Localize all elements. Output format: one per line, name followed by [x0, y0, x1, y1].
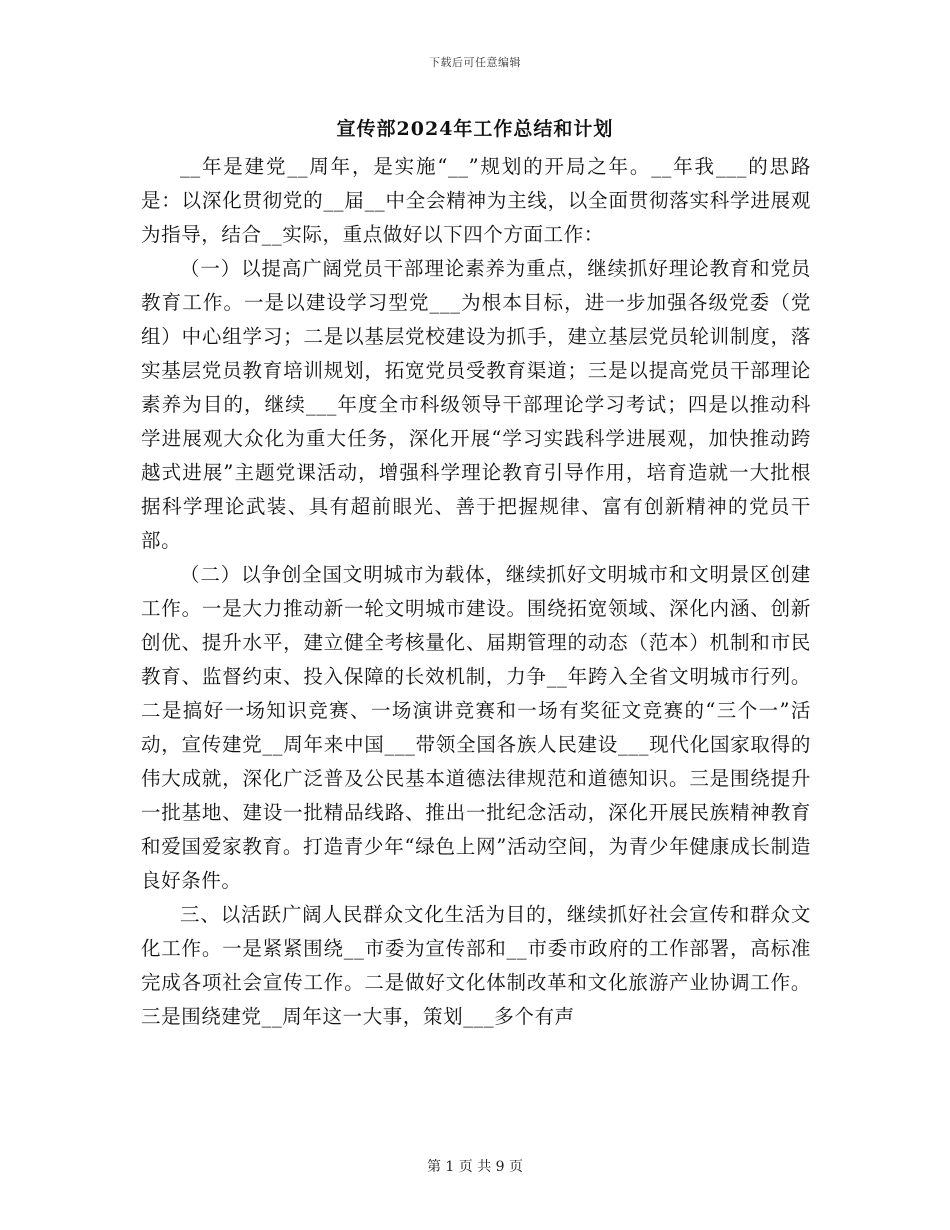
paragraph-intro: __年是建党__周年，是实施“__”规划的开局之年。__年我___的思路是：以深化贯彻党的__届__中全会精神为主线，以全面贯彻落实科学进展观为指导，结合__实际，重点做好以下四个方面工作：: [141, 155, 811, 246]
page-header-note: 下载后可任意编辑: [429, 56, 521, 69]
paragraph-section-1: （一）以提高广阔党员干部理论素养为重点，继续抓好理论教育和党员教育工作。一是以建设学习型党___为根本目标，进一步加强各级党委（党组）中心组学习；二是以基层党校建设为抓手，建立基层党员轮训制度，落实基层党员教育培训规划，拓宽党员受教育渠道；三是以提高党员干部理论素养为目的，继续___年度全市科级领导干部理论学习考试；四是以推动科学进展观大众化为重大任务，深化开展“学习实践科学进展观，加快推动跨越式进展”主题党课活动，增强科学理论教育引导作用，培育造就一大批根据科学理论武装、具有超前眼光、善于把握规律、富有创新精神的党员干部。: [141, 257, 811, 552]
document-body: [141, 150, 811, 1034]
page-number: 第 1 页 共 9 页: [426, 1159, 524, 1175]
paragraph-section-3: 三、以活跃广阔人民群众文化生活为目的，继续抓好社会宣传和群众文化工作。一是紧紧围绕__市委为宣传部和__市委市政府的工作部署，高标准完成各项社会宣传工作。二是做好文化体制改革和文化旅游产业协调工作。三是围绕建党__周年这一大事，策划___多个有声: [141, 903, 811, 1028]
document-title: 宣传部2024年工作总结和计划: [336, 118, 614, 140]
paragraph-section-2: （二）以争创全国文明城市为载体，继续抓好文明城市和文明景区创建工作。一是大力推动新一轮文明城市建设。围绕拓宽领域、深化内涵、创新创优、提升水平，建立健全考核量化、届期管理的动态（范本）机制和市民教育、监督约束、投入保障的长效机制，力争__年跨入全省文明城市行列。二是搞好一场知识竞赛、一场演讲竞赛和一场有奖征文竞赛的“三个一”活动，宣传建党__周年来中国___带领全国各族人民建设___现代化国家取得的伟大成就，深化广泛普及公民基本道德法律规范和道德知识。三是围绕提升一批基地、建设一批精品线路、推出一批纪念活动，深化开展民族精神教育和爱国爱家教育。打造青少年“绿色上网”活动空间，为青少年健康成长制造良好条件。: [141, 563, 811, 892]
